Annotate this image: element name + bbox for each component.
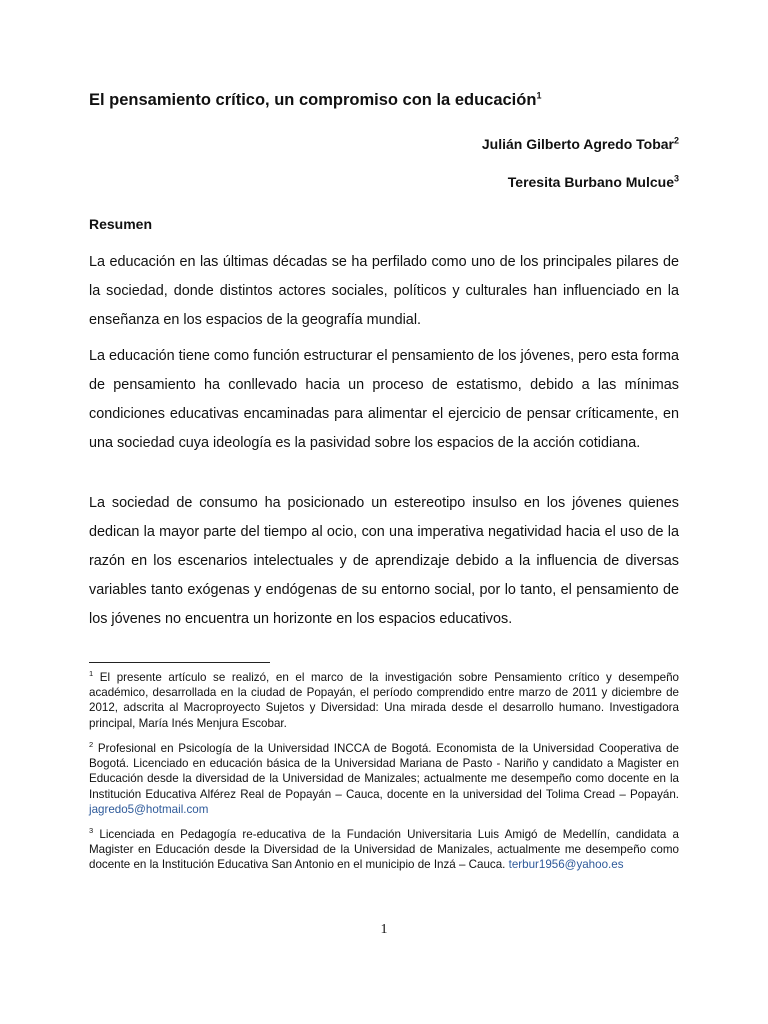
- page-number: 1: [380, 922, 388, 937]
- abstract-paragraph: La educación tiene como función estructurar el pensamiento de los jóvenes, pero esta forma de pensamiento ha conllevado hacia un proceso de estatismo, debido a las mínimas condiciones educativas encaminadas para alimentar el ejercicio de pensar críticamente, en una sociedad cuya ideología es la pasividad sobre los espacios de la acción cotidiana.: [89, 348, 679, 451]
- title-footnote-marker[interactable]: 1: [536, 90, 542, 101]
- footnote-separator: [89, 662, 270, 663]
- email-link[interactable]: terbur1956@yahoo.es: [508, 858, 624, 872]
- author-footnote-marker[interactable]: 2: [673, 135, 679, 146]
- footnote-marker: 2: [89, 740, 94, 750]
- footnote: [89, 827, 679, 873]
- title-text: El pensamiento crítico, un compromiso con la educación: [89, 91, 537, 109]
- author-line: [508, 174, 679, 190]
- footnote: [89, 741, 679, 817]
- footnote-marker: 1: [89, 669, 94, 679]
- footnote-text: El presente artículo se realizó, en el marco de la investigación sobre Pensamiento crítico y desempeño académico, desarrollada en la ciudad de Popayán, el período comprendido entre marzo de 2011 y diciembre de 2012, adscrita al Macroproyecto Sujetos y Diversidad: Una mirada desde el desarrollo humano. Investigadora principal, María Inés Menjura Escobar.: [89, 671, 679, 730]
- author-name: Teresita Burbano Mulcue: [507, 174, 674, 190]
- author-line: [482, 136, 679, 152]
- section-heading-resumen: Resumen: [89, 216, 153, 232]
- footnote-text: Profesional en Psicología de la Universidad INCCA de Bogotá. Economista de la Universidad Cooperativa de Bogotá. Licenciado en educación básica de la Universidad Mariana de Pasto - Nariño y candidato a Magister en Educación desde la diversidad de la Universidad de Manizales; actualmente me desempeño como docente en la Institución Educativa Alférez Real de Popayán – Cauca, docente en la universidad del Tolima Cread – Popayán.: [89, 742, 679, 801]
- author-footnote-marker[interactable]: 3: [673, 173, 679, 184]
- document-title: [89, 91, 689, 110]
- email-link[interactable]: jagredo5@hotmail.com: [89, 802, 209, 816]
- abstract-paragraph: La educación en las últimas décadas se ha perfilado como uno de los principales pilares de la sociedad, donde distintos actores sociales, políticos y culturales han influenciado en la enseñanza en los espacios de la geografía mundial.: [89, 254, 679, 328]
- abstract-paragraph: La sociedad de consumo ha posicionado un estereotipo insulso en los jóvenes quienes dedican la mayor parte del tiempo al ocio, con una imperativa negatividad hacia el uso de la razón en los escenarios intelectuales y de aprendizaje debido a la influencia de diversas variables tanto exógenas y endógenas de su entorno social, por lo tanto, el pensamiento de los jóvenes no encuentra un horizonte en los espacios educativos.: [89, 495, 679, 627]
- footnote: [89, 670, 679, 731]
- footnote-text: Licenciada en Pedagogía re-educativa de la Fundación Universitaria Luis Amigó de Medellín, candidata a Magister en Educación desde la Diversidad de la Universidad de Manizales, actualmente me desempeño como docente en la Institución Educativa San Antonio en el municipio de Inzá – Cauca.: [89, 828, 679, 872]
- footnote-marker: 3: [89, 826, 94, 836]
- author-name: Julián Gilberto Agredo Tobar: [481, 136, 674, 152]
